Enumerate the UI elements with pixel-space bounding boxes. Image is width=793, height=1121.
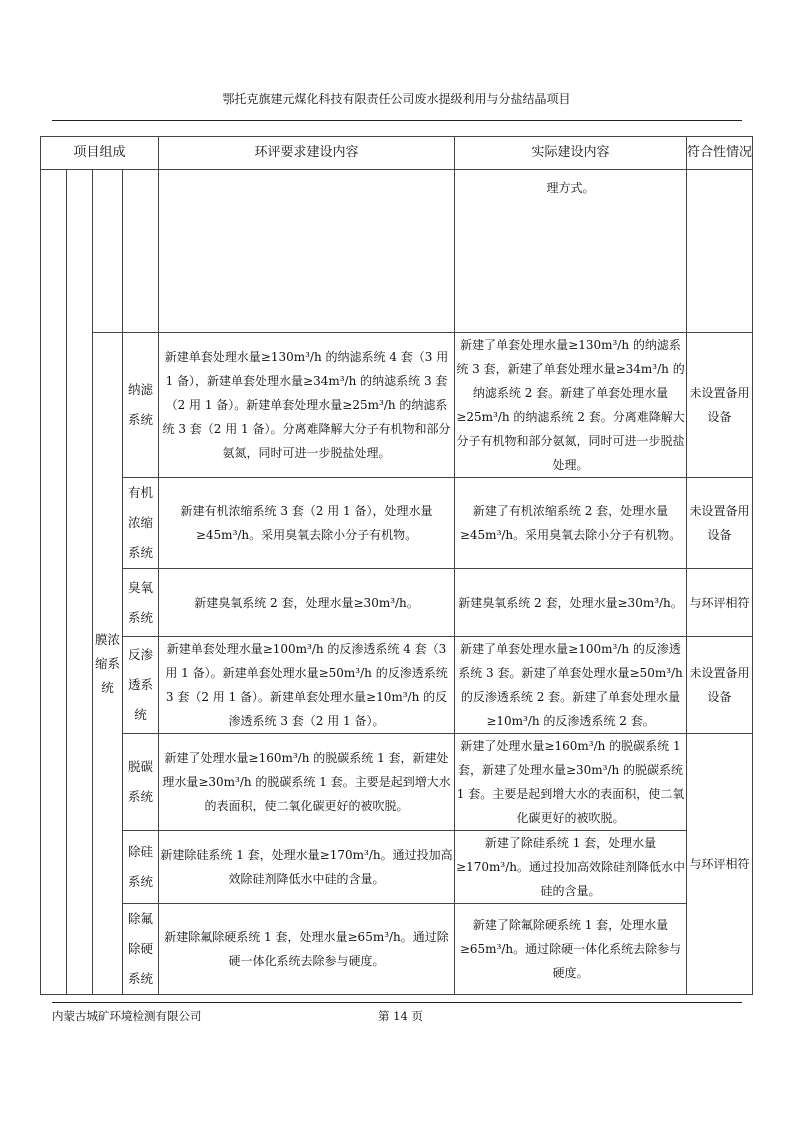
- required-content: 新建了处理水量≥160m³/h 的脱碳系统 1 套，新建处理水量≥30m³/h 的脱碳系统 1 套。主要是起到增大水的表面积，使二氧化碳更好的被吹脱。: [159, 734, 455, 831]
- actual-cell-continued: 理方式。: [455, 170, 687, 333]
- subitem-name: 臭氧系统: [123, 569, 159, 637]
- subitem-cell-empty: [123, 170, 159, 333]
- col-header-composition: 项目组成: [41, 137, 159, 170]
- footer-company: 内蒙古城矿环境检测有限公司: [52, 1009, 202, 1023]
- compliance-status: 未设置备用设备: [687, 637, 753, 734]
- header-divider: [52, 120, 742, 121]
- table-row-continuation: [41, 170, 753, 333]
- required-content: 新建除硅系统 1 套，处理水量≥170m³/h。通过投加高效除硅剂降低水中硅的含量。: [159, 831, 455, 904]
- subitem-name: 除氟除硬系统: [123, 904, 159, 995]
- actual-content: 新建了单套处理水量≥100m³/h 的反渗透系统 3 套。新建了单套处理水量≥50m³/h 的反渗透系统 2 套。新建了单套处理水量≥10m³/h 的反渗透系统 2 套。: [455, 637, 687, 734]
- level2-cell: [67, 170, 93, 995]
- actual-content: 新建臭氧系统 2 套，处理水量≥30m³/h。: [455, 569, 687, 637]
- level1-cell: [41, 170, 67, 995]
- subitem-name: 反渗透系统: [123, 637, 159, 734]
- table-row: [41, 831, 753, 904]
- subitem-name: 脱碳系统: [123, 734, 159, 831]
- col-header-compliance: 符合性情况: [687, 137, 753, 170]
- compliance-status: 与环评相符: [687, 569, 753, 637]
- actual-content: 新建了有机浓缩系统 2 套，处理水量≥45m³/h。采用臭氧去除小分子有机物。: [455, 478, 687, 569]
- col-header-required: 环评要求建设内容: [159, 137, 455, 170]
- compliance-status: 未设置备用设备: [687, 478, 753, 569]
- actual-content: 新建了处理水量≥160m³/h 的脱碳系统 1 套，新建了处理水量≥30m³/h 的脱碳系统 1 套。主要是起到增大水的表面积，使二氧化碳更好的被吹脱。: [455, 734, 687, 831]
- actual-content: 新建了单套处理水量≥130m³/h 的纳滤系统 3 套，新建了单套处理水量≥34m³/h 的纳滤系统 2 套。新建了单套处理水量≥25m³/h 的纳滤系统 2 套。分离难降解大分子有机物和部分氨氮，同时可进一步脱盐处理。: [455, 333, 687, 478]
- required-content: 新建臭氧系统 2 套，处理水量≥30m³/h。: [159, 569, 455, 637]
- table-header-row: [41, 137, 753, 170]
- table-row: [41, 637, 753, 734]
- table-row: [41, 904, 753, 995]
- page-header-title: 鄂托克旗建元煤化科技有限责任公司废水提级利用与分盐结晶项目: [222, 92, 571, 106]
- required-content: 新建单套处理水量≥130m³/h 的纳滤系统 4 套（3 用 1 备），新建单套处理水量≥34m³/h 的纳滤系统 3 套（2 用 1 备）。新建单套处理水量≥25m³/h 的纳滤系统 3 套（2 用 1 备）。分离难降解大分子有机物和部分氨氮，同时可进一步脱盐处理。: [159, 333, 455, 478]
- col-header-actual: 实际建设内容: [455, 137, 687, 170]
- group-label-membrane-concentration: 膜浓缩系统: [93, 333, 123, 995]
- actual-content: 新建了除硅系统 1 套，处理水量≥170m³/h。通过投加高效除硅剂降低水中硅的含量。: [455, 831, 687, 904]
- compliance-status: 未设置备用设备: [687, 333, 753, 478]
- subitem-name: 有机浓缩系统: [123, 478, 159, 569]
- subitem-name: 除硅系统: [123, 831, 159, 904]
- subitem-name: 纳滤系统: [123, 333, 159, 478]
- table-row: [41, 569, 753, 637]
- required-content: 新建有机浓缩系统 3 套（2 用 1 备），处理水量≥45m³/h。采用臭氧去除小分子有机物。: [159, 478, 455, 569]
- footer-divider: [52, 1002, 742, 1003]
- construction-comparison-table: [40, 136, 753, 995]
- actual-content: 新建了除氟除硬系统 1 套，处理水量≥65m³/h。通过除硬一体化系统去除参与硬度。: [455, 904, 687, 995]
- required-content: 新建除氟除硬系统 1 套，处理水量≥65m³/h。通过除硬一体化系统去除参与硬度。: [159, 904, 455, 995]
- table-row: [41, 734, 753, 831]
- footer-page-number: 第 14 页: [378, 1009, 423, 1023]
- required-cell-empty: [159, 170, 455, 333]
- required-content: 新建单套处理水量≥100m³/h 的反渗透系统 4 套（3 用 1 备）。新建单套处理水量≥50m³/h 的反渗透系统 3 套（2 用 1 备）。新建单套处理水量≥10m³/h 的反渗透系统 3 套（2 用 1 备）。: [159, 637, 455, 734]
- table-row: [41, 333, 753, 478]
- group-cell-empty: [93, 170, 123, 333]
- compliance-status-merged: 与环评相符: [687, 734, 753, 995]
- table-row: [41, 478, 753, 569]
- compliance-cell-empty: [687, 170, 753, 333]
